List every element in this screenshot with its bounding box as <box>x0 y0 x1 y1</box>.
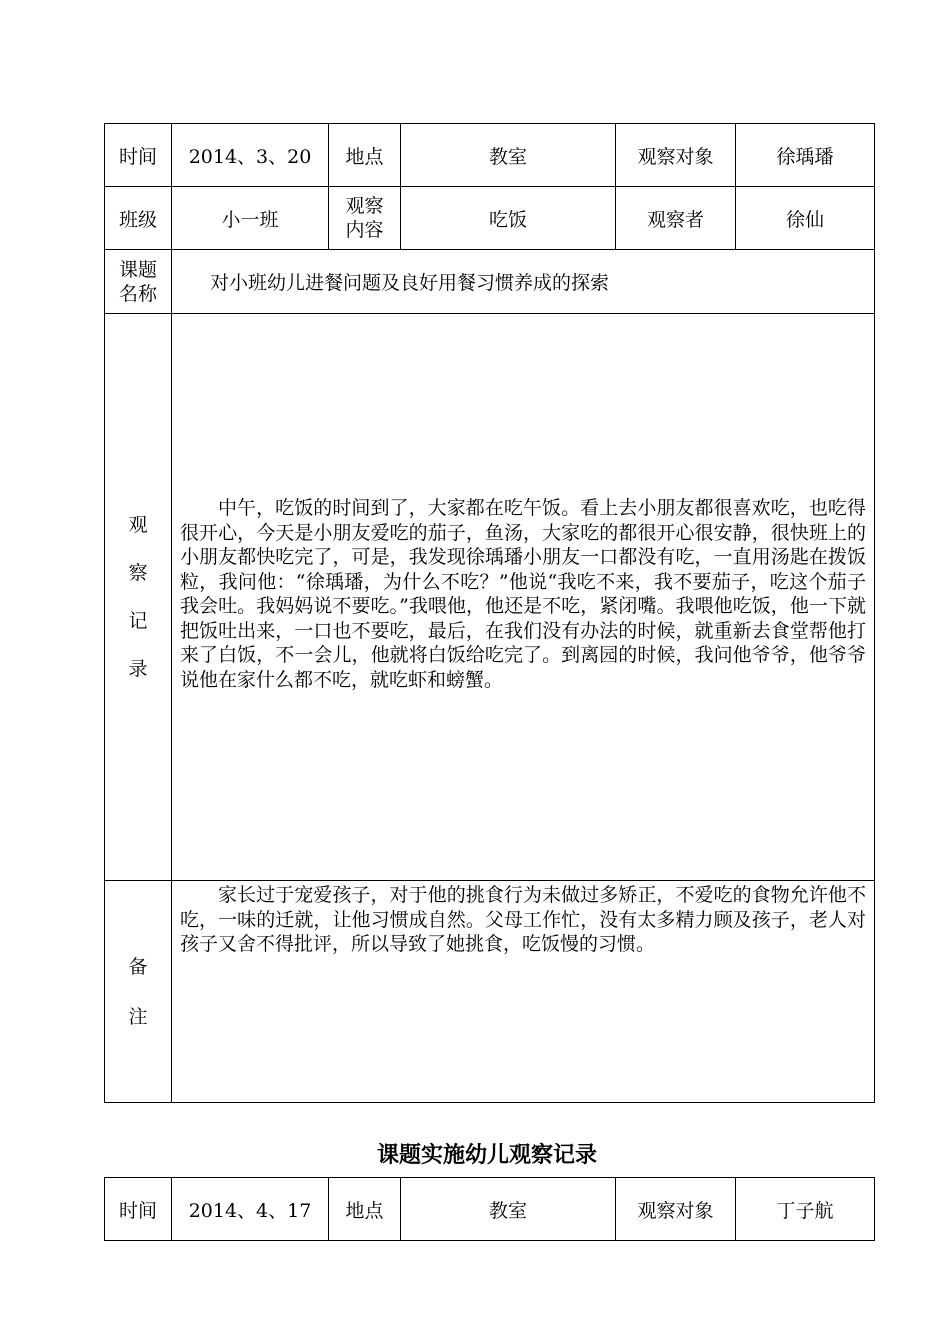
time-label: 时间 <box>105 124 172 187</box>
place-value: 教室 <box>401 124 616 187</box>
row-observation <box>105 314 875 881</box>
place-label: 地点 <box>329 124 401 187</box>
row-time <box>105 1178 875 1241</box>
place-label: 地点 <box>329 1178 401 1241</box>
row-time <box>105 124 875 187</box>
row-class <box>105 187 875 250</box>
subject-value: 徐瑀璠 <box>736 124 875 187</box>
observation-label-char: 观 <box>128 514 148 536</box>
row-note <box>105 881 875 1103</box>
content-value: 吃饭 <box>401 187 616 250</box>
subject-label: 观察对象 <box>616 124 736 187</box>
time-label: 时间 <box>105 1178 172 1241</box>
topic-value: 对小班幼儿进餐问题及良好用餐习惯养成的探索 <box>172 250 875 314</box>
observation-label-char: 察 <box>128 562 148 584</box>
place-value: 教室 <box>401 1178 616 1241</box>
topic-label-line-1: 课题 <box>118 258 157 281</box>
row-topic <box>105 250 875 314</box>
observation-label <box>105 314 172 881</box>
observation-label-char: 记 <box>128 610 148 632</box>
subject-value: 丁子航 <box>736 1178 875 1241</box>
class-value: 小一班 <box>172 187 329 250</box>
time-value: 2014、3、20 <box>172 124 329 187</box>
observation-text-cell <box>172 314 875 881</box>
observer-label: 观察者 <box>616 187 736 250</box>
content-label-line-2: 内容 <box>345 219 384 241</box>
observation-text: 中午，吃饭的时间到了，大家都在吃午饭。看上去小朋友都很喜欢吃，也吃得很开心，今天是小朋友爱吃的茄子，鱼汤，大家吃的都很开心很安静，很快班上的小朋友都快吃完了，可是，我发现徐瑀璠小朋友一口都没有吃，一直用汤匙在拨饭粒，我问他：“徐瑀璠，为什么不吃？”他说“我吃不来，我不要茄子，吃这个茄子我会吐。我妈妈说不要吃。”我喂他，他还是不吃，紧闭嘴。我喂他吃饭，他一下就把饭吐出来，一口也不要吃，最后，在我们没有办法的时候，就重新去食堂帮他打来了白饭，不一会儿，他就将白饭给吃完了。到离园的时候，我问他爷爷，他爷爷说他在家什么都不吃，就吃虾和螃蟹。 <box>180 497 866 691</box>
content-label <box>329 187 401 250</box>
observer-value: 徐仙 <box>736 187 875 250</box>
note-label <box>105 881 172 1103</box>
note-text: 家长过于宠爱孩子，对于他的挑食行为未做过多矫正，不爱吃的食物允许他不吃，一味的迁就，让他习惯成自然。父母工作忙，没有太多精力顾及孩子，老人对孩子又舍不得批评，所以导致了她挑食，吃饭慢的习惯。 <box>180 884 866 955</box>
content-label-line-1: 观察 <box>345 195 384 217</box>
topic-label <box>105 250 172 314</box>
section-title: 课题实施幼儿观察记录 <box>376 1142 597 1168</box>
note-label-char: 备 <box>128 955 148 978</box>
topic-label-line-2: 名称 <box>118 282 157 305</box>
observation-label-char: 录 <box>128 658 148 680</box>
observation-record-table-1 <box>104 123 875 1103</box>
note-text-cell <box>172 881 875 1103</box>
class-label: 班级 <box>105 187 172 250</box>
observation-record-table-2 <box>104 1177 875 1241</box>
time-value: 2014、4、17 <box>172 1178 329 1241</box>
note-label-char: 注 <box>128 1005 148 1028</box>
subject-label: 观察对象 <box>616 1178 736 1241</box>
